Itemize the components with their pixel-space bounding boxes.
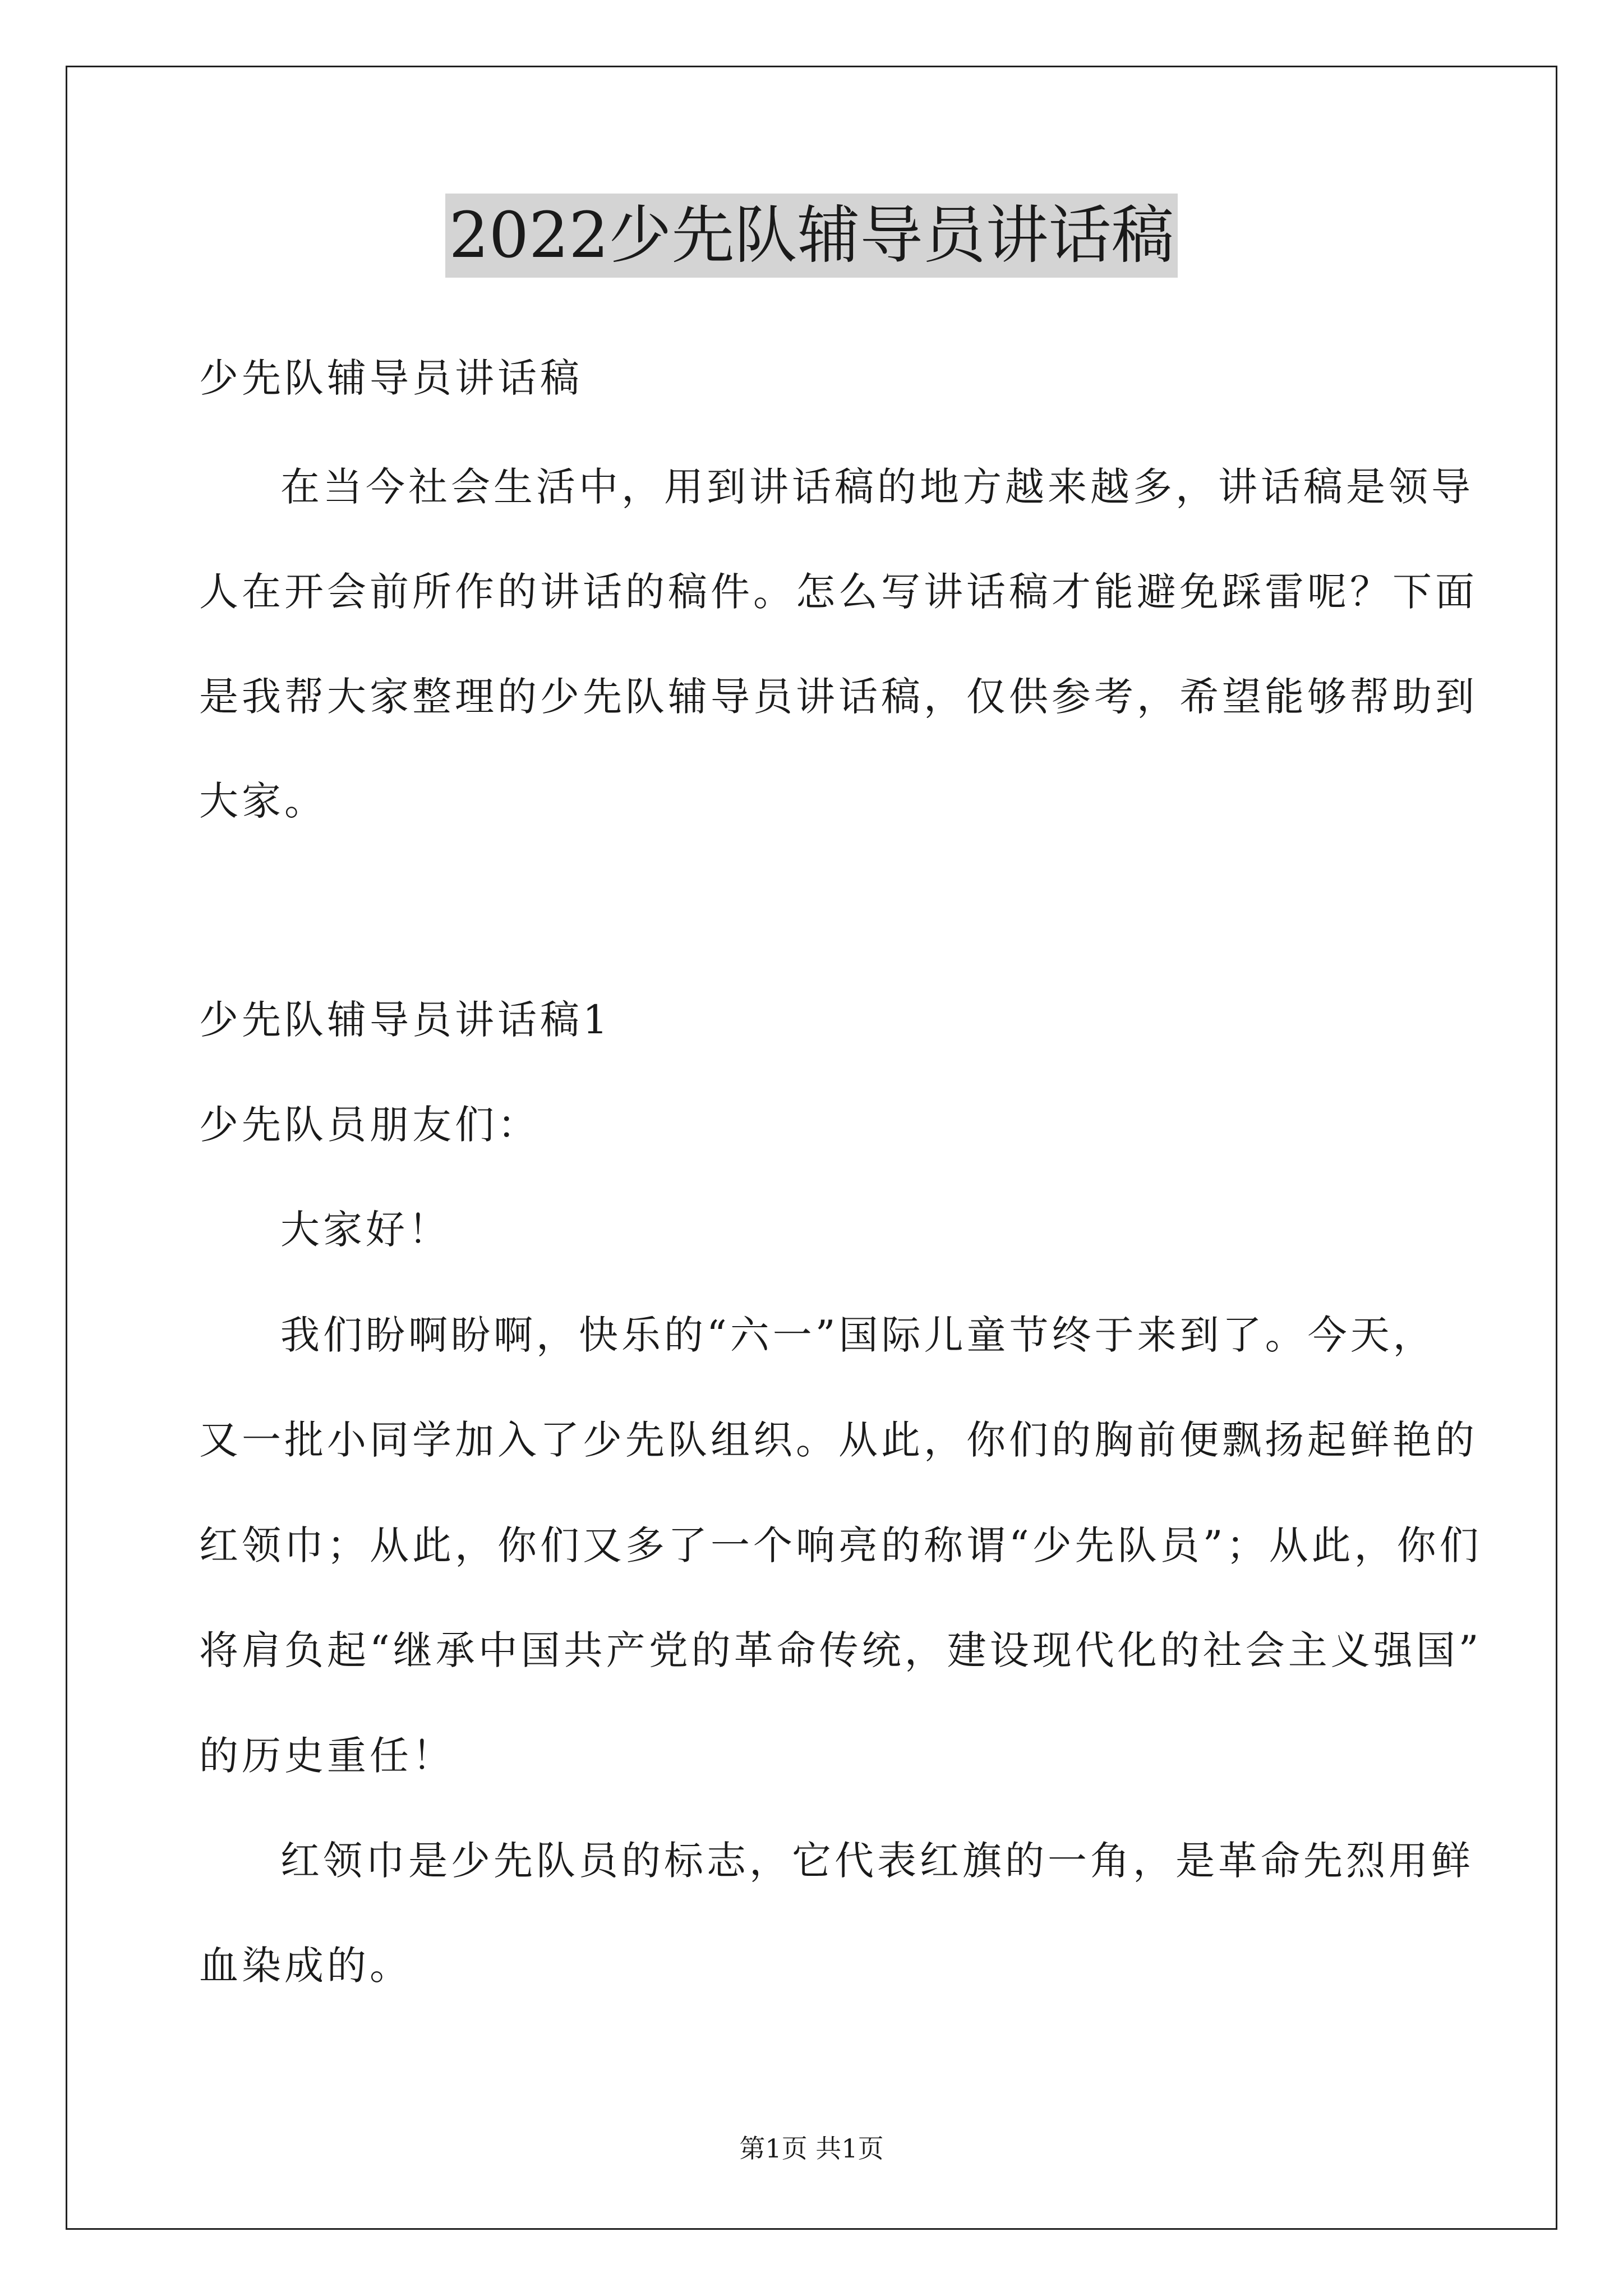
paragraph-line: 我们盼啊盼啊，快乐的“六一”国际儿童节终于来到了。今天， (280, 1312, 1436, 1358)
greeting: 大家好！ (280, 1207, 451, 1253)
document-title: 2022少先队辅导员讲话稿 (445, 194, 1177, 278)
section-heading: 少先队辅导员讲话稿1 (199, 997, 611, 1043)
paragraph-line: 又一批小同学加入了少先队组织。从此，你们的胸前便飘扬起鲜艳的 (199, 1417, 1478, 1463)
subtitle: 少先队辅导员讲话稿 (199, 355, 583, 401)
salutation: 少先队员朋友们： (199, 1102, 540, 1148)
paragraph-line: 红领巾；从此，你们又多了一个响亮的称谓“少先队员”；从此，你们 (199, 1522, 1482, 1568)
paragraph-line: 的历史重任！ (199, 1733, 455, 1779)
paragraph-line: 在当今社会生活中，用到讲话稿的地方越来越多，讲话稿是领导 (280, 464, 1474, 510)
paragraph-line: 血染成的。 (199, 1943, 412, 1989)
page-footer: 第1页 共1页 (739, 2133, 884, 2164)
title-container (0, 194, 1623, 278)
paragraph-line: 将肩负起“继承中国共产党的革命传统，建设现代化的社会主义强国” (199, 1627, 1482, 1673)
paragraph-line: 是我帮大家整理的少先队辅导员讲话稿，仅供参考，希望能够帮助到 (199, 674, 1478, 720)
paragraph-line: 人在开会前所作的讲话的稿件。怎么写讲话稿才能避免踩雷呢？下面 (199, 569, 1478, 615)
paragraph-line: 大家。 (199, 778, 327, 824)
paragraph-line: 红领巾是少先队员的标志，它代表红旗的一角，是革命先烈用鲜 (280, 1838, 1474, 1884)
